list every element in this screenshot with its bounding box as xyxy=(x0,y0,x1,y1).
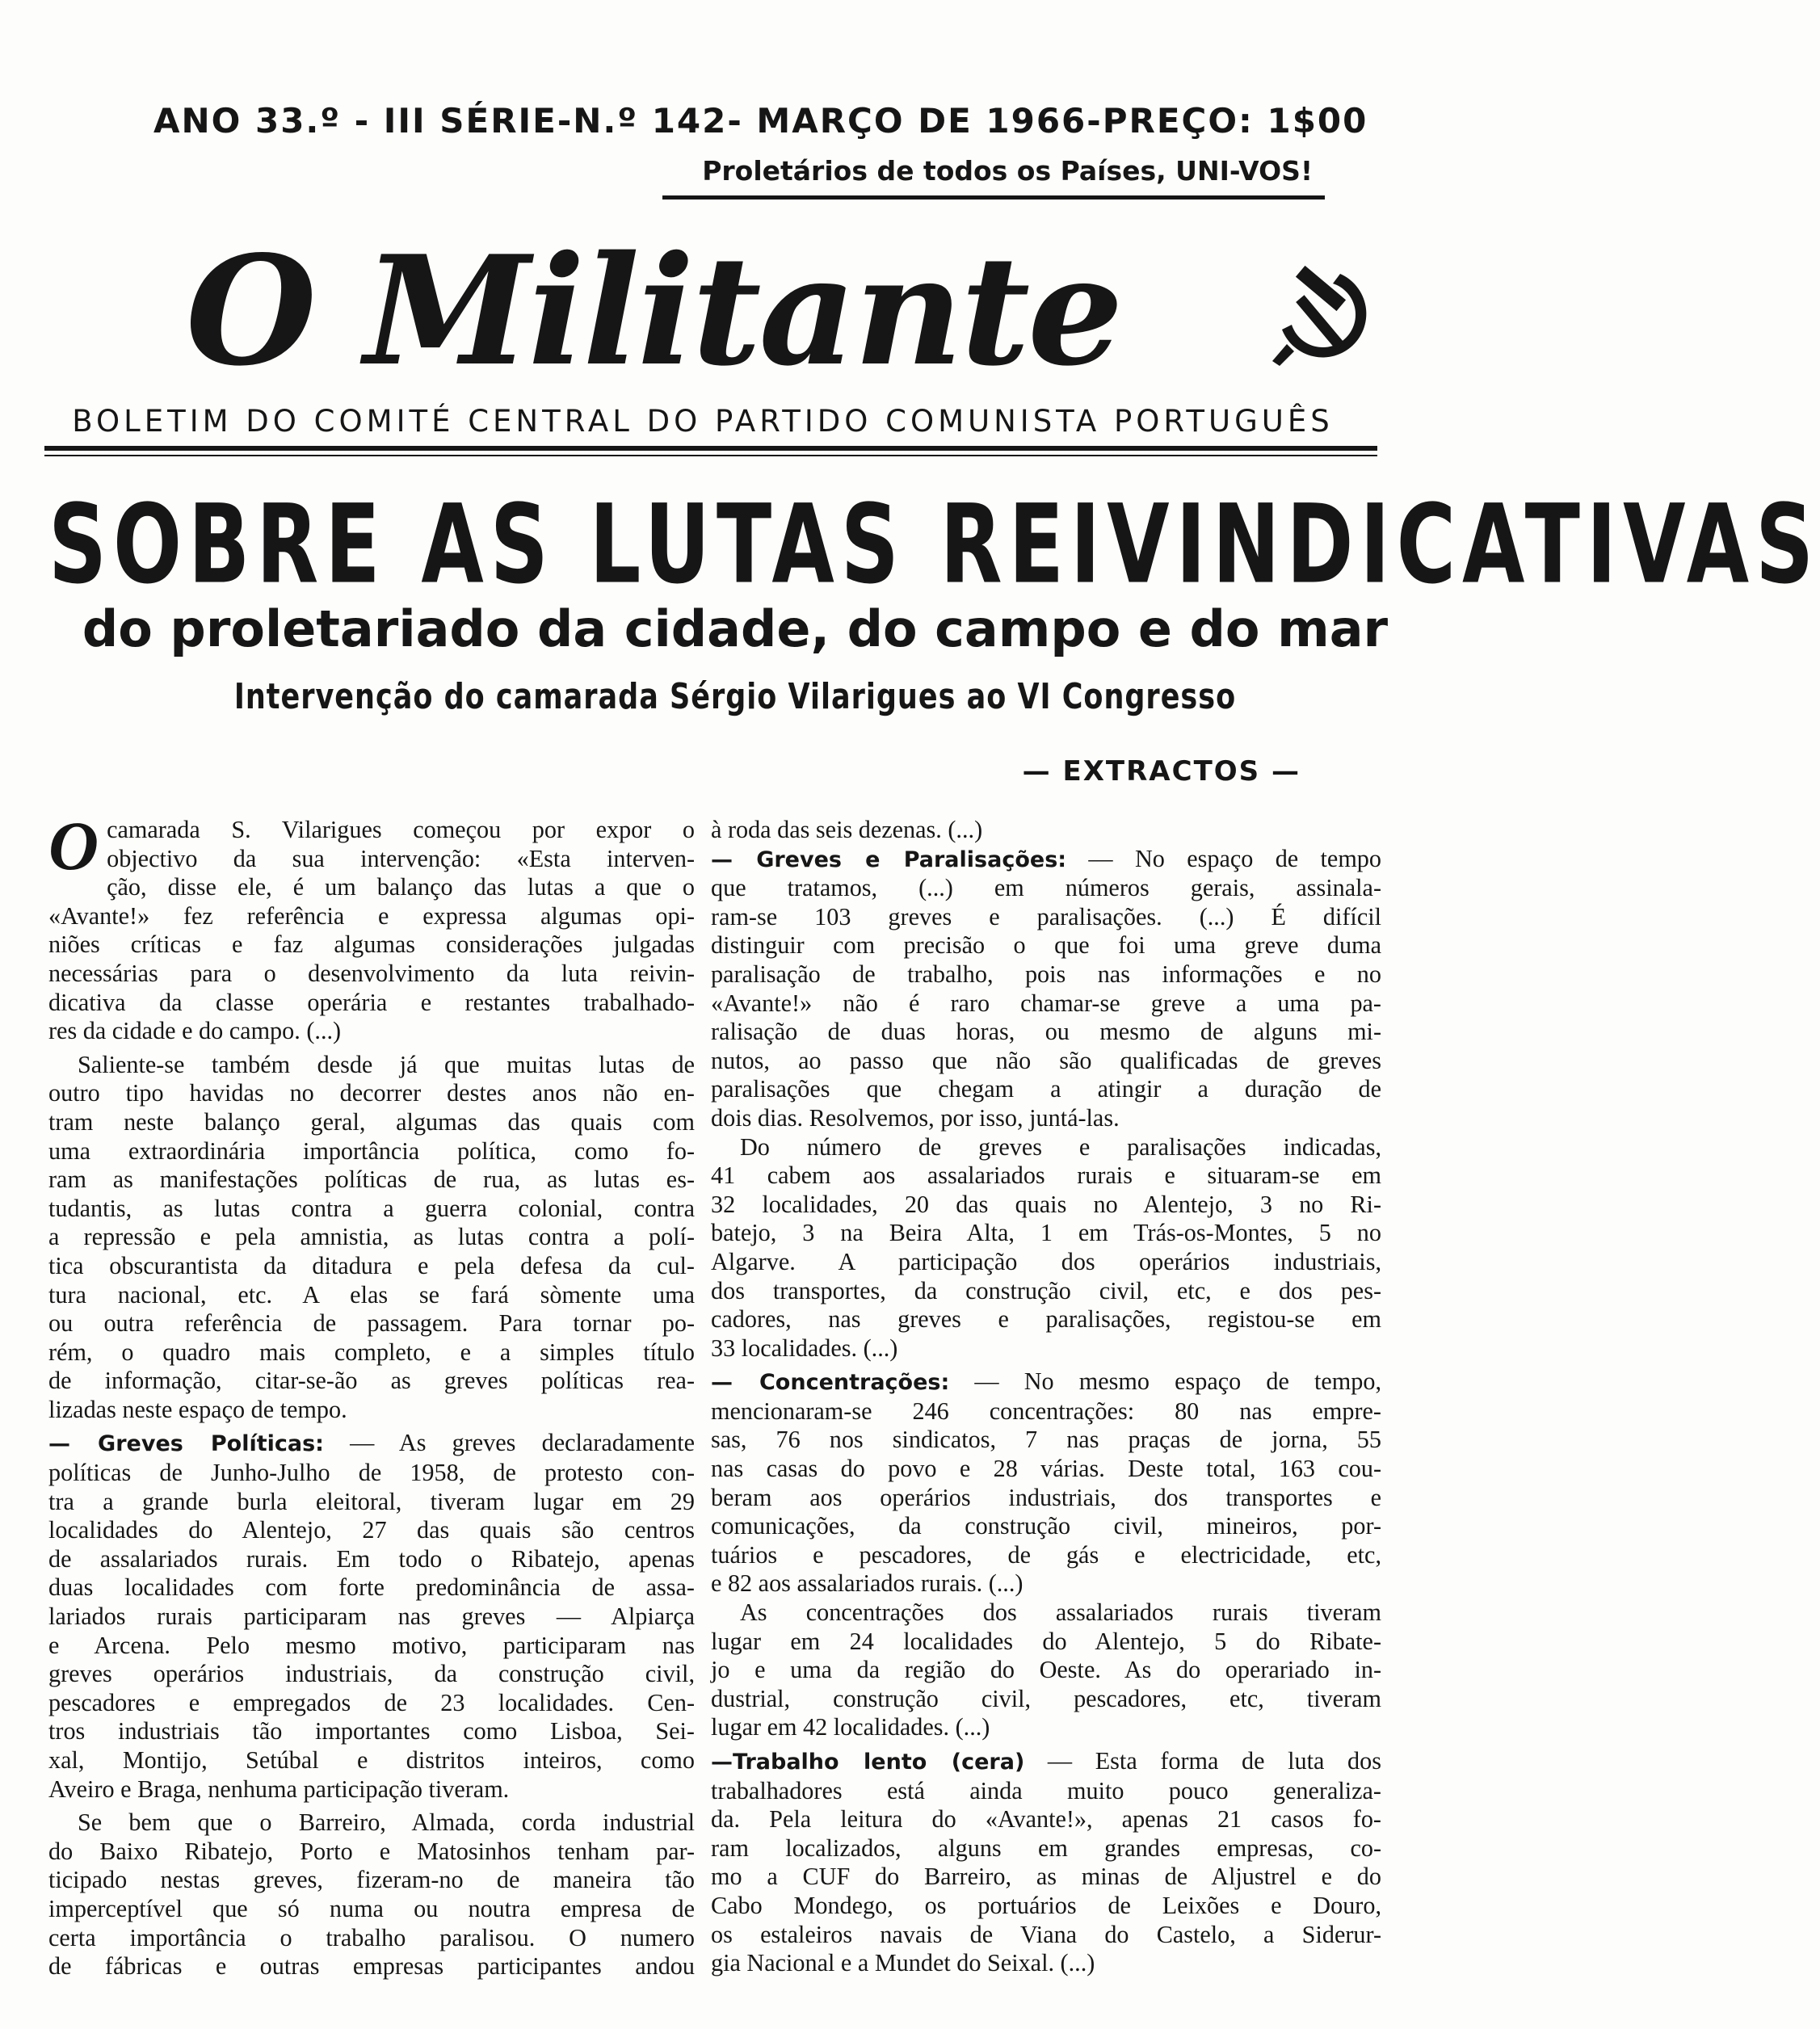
masthead-title: O Militante xyxy=(186,222,1121,399)
text-line: res da cidade e do campo. (...) xyxy=(48,1017,342,1045)
text-line: comunicações, da construção civil, mineiros, por- xyxy=(711,1512,1381,1540)
paragraph-strike-counts xyxy=(711,1133,1381,1363)
extractos-label: — EXTRACTOS — xyxy=(1022,755,1301,788)
text-line: lizadas neste espaço de tempo. xyxy=(48,1395,347,1423)
text-line: objectivo da sua intervenção: «Esta interven- xyxy=(107,844,695,872)
text-line: localidades do Alentejo, 27 das quais são centros xyxy=(48,1516,695,1544)
text-line: necessárias para o desenvolvimento da luta reivin- xyxy=(48,959,695,987)
text-line: jo e uma da região do Oeste. As do operariado in- xyxy=(711,1656,1381,1684)
text-line: nutos, ao passo que não são qualificadas de greves xyxy=(711,1046,1381,1074)
text-line: tra a grande burla eleitoral, tiveram lugar em 29 xyxy=(48,1487,695,1515)
right-column xyxy=(711,816,1381,1978)
text-line: de fábricas e outras empresas participantes andou xyxy=(48,1952,695,1981)
text-line: pescadores e empregados de 23 localidades. Cen- xyxy=(48,1688,695,1716)
left-column xyxy=(48,807,695,1981)
text-line: distinguir com precisão o que foi uma greve duma xyxy=(711,931,1381,960)
paragraph-rural-concentrations xyxy=(711,1598,1381,1742)
hammer-and-sickle-icon xyxy=(1260,254,1381,376)
slogan: Proletários de todos os Países, UNI-VOS! xyxy=(702,155,1313,187)
text-line: de informação, citar-se-ão as greves políticas rea- xyxy=(48,1367,695,1395)
text-line: 41 cabem aos assalariados rurais e situaram-se em xyxy=(711,1162,1381,1190)
text-line: «Avante!» não é raro chamar-se greve a uma pa- xyxy=(711,989,1381,1017)
text-line: dos transportes, da construção civil, etc, e dos pes- xyxy=(711,1276,1381,1304)
text-line: lariados rurais participaram nas greves — Alpiarça xyxy=(48,1603,695,1631)
text-line: e 82 aos assalariados rurais. (...) xyxy=(711,1569,1023,1598)
text-line: tica obscurantista da ditadura e pela defesa da cul- xyxy=(48,1251,695,1279)
text-line: da. Pela leitura do «Avante!», apenas 21 casos fo- xyxy=(711,1805,1381,1834)
text-line: camarada S. Vilarigues começou por expor o xyxy=(107,816,695,843)
text-line: imperceptível que só numa ou noutra empresa de xyxy=(48,1894,695,1922)
text-line: tram neste balanço geral, algumas das quais com xyxy=(48,1107,695,1136)
text-line: certa importância o trabalho paralisou. O numero xyxy=(48,1923,695,1951)
text-line: niões críticas e faz algumas considerações julgadas xyxy=(48,930,695,959)
paragraph-continuation xyxy=(711,816,1381,845)
text-line: dicativa da classe operária e restantes trabalhado- xyxy=(48,988,695,1016)
text-line: lugar em 24 localidades do Alentejo, 5 do Ribate- xyxy=(711,1627,1381,1655)
text-line: Aveiro e Braga, nenhuma participação tiveram. xyxy=(48,1775,510,1803)
text-line: à roda das seis dezenas. (...) xyxy=(711,816,983,843)
text-line: 33 localidades. (...) xyxy=(711,1334,898,1362)
text-line: mo a CUF do Barreiro, as minas de Aljustrel e do xyxy=(711,1863,1381,1891)
text-line: mencionaram-se 246 concentrações: 80 nas empre- xyxy=(711,1397,1381,1425)
text-line: beram aos operários industriais, dos transportes e xyxy=(711,1483,1381,1511)
issue-line: ANO 33.º - III SÉRIE-N.º 142- MARÇO DE 1966-PREÇO: 1$00 xyxy=(153,101,1368,141)
text-line: de assalariados rurais. Em todo o Ribatejo, apenas xyxy=(48,1544,695,1573)
text-line: Algarve. A participação dos operários industriais, xyxy=(711,1247,1381,1275)
text-line: — No espaço de tempo xyxy=(1066,844,1381,872)
text-line: ram localizados, alguns em grandes empresas, co- xyxy=(711,1834,1381,1862)
text-line: que tratamos, (...) em números gerais, assinala- xyxy=(711,874,1381,902)
text-line: 32 localidades, 20 das quais no Alentejo, 3 no Ri- xyxy=(711,1190,1381,1218)
paragraph-strikes-stoppages xyxy=(711,845,1381,1133)
text-line: tudantis, as lutas contra a guerra colonial, contra xyxy=(48,1194,695,1222)
text-line: greves operários industriais, da construção civil, xyxy=(48,1660,695,1688)
text-line: trabalhadores está ainda muito pouco generaliza- xyxy=(711,1776,1381,1804)
text-line: batejo, 3 na Beira Alta, 1 em Trás-os-Montes, 5 no xyxy=(711,1219,1381,1247)
text-line: dois dias. Resolvemos, por isso, juntá-las. xyxy=(711,1103,1120,1132)
text-line: ralisação de duas horas, ou mesmo de alguns mi- xyxy=(711,1018,1381,1046)
masthead-rule-thick xyxy=(44,446,1377,451)
section-heading-political-strikes: — Greves Políticas: xyxy=(48,1431,324,1457)
text-line: «Avante!» fez referência e expressa algumas opi- xyxy=(48,901,695,930)
paragraph-barreiro xyxy=(48,1808,695,1981)
drop-cap: O xyxy=(48,807,99,884)
text-line: sas, 76 nos sindicatos, 7 nas praças de jorna, 55 xyxy=(711,1426,1381,1454)
headline: SOBRE AS LUTAS REIVINDICATIVAS xyxy=(48,481,1820,608)
text-line: ção, disse ele, é um balanço das lutas a que o xyxy=(107,873,695,901)
text-line: Se bem que o Barreiro, Almada, corda industrial xyxy=(78,1808,695,1837)
text-line: os estaleiros navais de Viana do Castelo, a Siderur- xyxy=(711,1920,1381,1948)
text-line: ram-se 103 greves e paralisações. (...) É difícil xyxy=(711,902,1381,930)
masthead-rule-thin xyxy=(44,455,1377,456)
paragraph-slow-work xyxy=(711,1747,1381,1978)
text-line: rém, o quadro mais completo, e a simples título xyxy=(48,1338,695,1366)
paragraph-other-struggles xyxy=(48,1051,695,1425)
text-line: As concentrações dos assalariados rurais tiveram xyxy=(740,1598,1381,1627)
text-line: ticipado nestas greves, fizeram-no de maneira tão xyxy=(48,1866,695,1894)
text-line: a repressão e pela amnistia, as lutas contra a polí- xyxy=(48,1223,695,1251)
text-line: xal, Montijo, Setúbal e distritos inteiros, como xyxy=(48,1746,695,1774)
text-line: lugar em 42 localidades. (...) xyxy=(711,1713,990,1741)
text-line: uma extraordinária importância política, como fo- xyxy=(48,1136,695,1165)
text-line: gia Nacional e a Mundet do Seixal. (...) xyxy=(711,1949,1095,1977)
intervention-line: Intervenção do camarada Sérgio Vilarigues ao VI Congresso xyxy=(233,677,1237,717)
slogan-rule xyxy=(662,195,1325,200)
section-heading-slow-work: —Trabalho lento (cera) xyxy=(711,1750,1025,1775)
text-line: paralisações que chegam a atingir a duração de xyxy=(711,1075,1381,1103)
text-line: nas casas do povo e 28 várias. Deste total, 163 cou- xyxy=(711,1455,1381,1483)
text-line: Do número de greves e paralisações indicadas, xyxy=(740,1132,1381,1161)
text-line: — No mesmo espaço de tempo, xyxy=(949,1367,1381,1396)
text-line: — As greves declaradamente xyxy=(323,1429,695,1457)
paragraph-concentrations xyxy=(711,1367,1381,1598)
text-line: políticas de Junho-Julho de 1958, de protesto con- xyxy=(48,1459,695,1487)
text-line: duas localidades com forte predominância de assa- xyxy=(48,1573,695,1602)
text-line: tuários e pescadores, de gás e electricidade, etc, xyxy=(711,1540,1381,1569)
text-line: ram as manifestações políticas de rua, as lutas es- xyxy=(48,1166,695,1194)
masthead xyxy=(186,222,1276,399)
subheadline: do proletariado da cidade, do campo e do mar xyxy=(82,599,1389,658)
text-line: do Baixo Ribatejo, Porto e Matosinhos tenham par- xyxy=(48,1837,695,1865)
text-line: dustrial, construção civil, pescadores, etc, tiveram xyxy=(711,1684,1381,1712)
text-line: paralisação de trabalho, pois nas informações e no xyxy=(711,960,1381,988)
text-line: Cabo Mondego, os portuários de Leixões e Douro, xyxy=(711,1891,1381,1919)
text-line: tura nacional, etc. A elas se fará sòmente uma xyxy=(48,1280,695,1309)
section-heading-concentrations: — Concentrações: xyxy=(711,1370,950,1396)
text-line: Saliente-se também desde já que muitas lutas de xyxy=(78,1050,695,1078)
bulletin-line: BOLETIM DO COMITÉ CENTRAL DO PARTIDO COMUNISTA PORTUGUÊS xyxy=(72,404,1334,439)
text-line: cadores, nas greves e paralisações, registou-se em xyxy=(711,1305,1381,1334)
text-line: outro tipo havidas no decorrer destes anos não en- xyxy=(48,1079,695,1107)
text-line: ou outra referência de passagem. Para tornar po- xyxy=(48,1309,695,1338)
text-line: — Esta forma de luta dos xyxy=(1024,1747,1381,1775)
paragraph-intro xyxy=(48,807,695,1046)
section-heading-strikes-stoppages: — Greves e Paralisações: xyxy=(711,846,1067,872)
text-line: e Arcena. Pelo mesmo motivo, participaram nas xyxy=(48,1631,695,1659)
paragraph-political-strikes xyxy=(48,1429,695,1804)
text-line: tros industriais tão importantes como Lisboa, Sei- xyxy=(48,1717,695,1745)
